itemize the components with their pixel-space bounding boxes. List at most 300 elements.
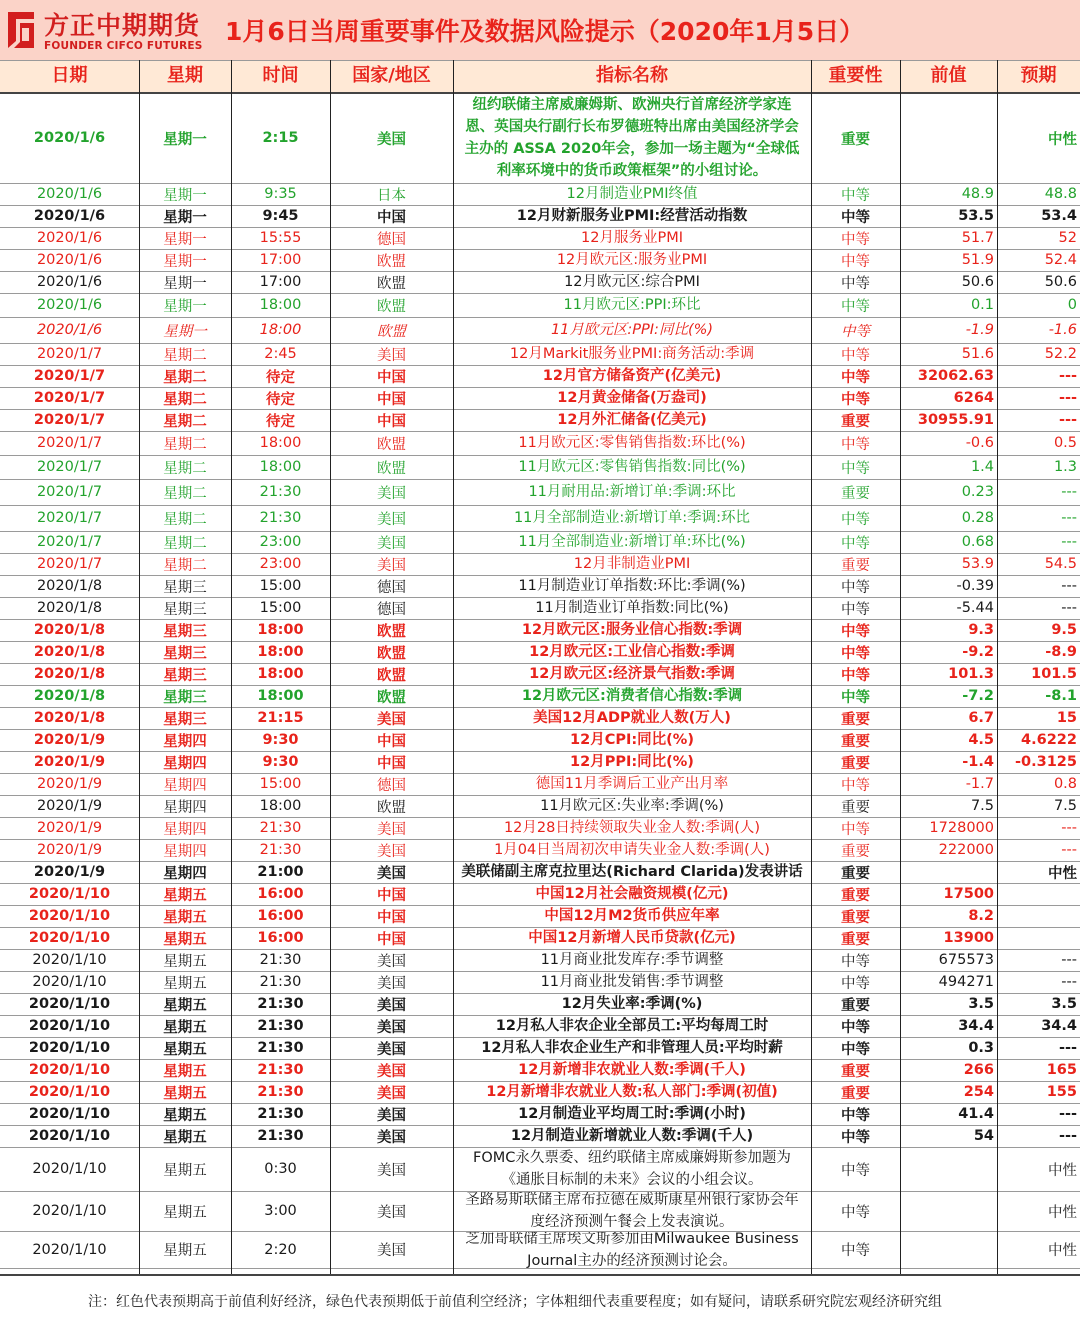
weekday-cell: 星期一 xyxy=(163,209,207,226)
indicator-cell: 12月黄金储备(万盎司) xyxy=(557,390,707,406)
date-cell: 2020/1/6 xyxy=(33,130,106,146)
table-row xyxy=(0,455,1080,479)
importance-cell: 中等 xyxy=(841,391,870,408)
table-row xyxy=(0,1081,1080,1103)
time-cell: 9:35 xyxy=(264,186,297,202)
date-cell: 2020/1/6 xyxy=(36,186,103,202)
time-cell: 15:00 xyxy=(259,776,302,792)
time-cell: 9:30 xyxy=(262,754,299,770)
column-divider xyxy=(811,60,812,1274)
region-cell: 美国 xyxy=(377,843,406,860)
region-cell: 欧盟 xyxy=(377,460,406,477)
weekday-cell: 星期一 xyxy=(163,253,207,270)
weekday-cell: 星期五 xyxy=(163,1129,207,1146)
table-row xyxy=(0,971,1080,993)
time-cell: 9:30 xyxy=(262,732,299,748)
title-banner xyxy=(0,0,1080,60)
indicator-cell: 12月制造业平均周工时:季调(小时) xyxy=(518,1106,746,1122)
date-cell: 2020/1/6 xyxy=(36,297,103,313)
table-row xyxy=(0,317,1080,343)
row-divider xyxy=(0,1147,1080,1148)
row-divider xyxy=(0,205,1080,206)
table-row xyxy=(0,409,1080,431)
indicator-cell: 11月商业批发销售:季节调整 xyxy=(540,974,724,990)
time-cell: 18:00 xyxy=(259,435,302,451)
row-divider xyxy=(0,553,1080,554)
importance-cell: 中等 xyxy=(841,1107,870,1124)
table-row xyxy=(0,343,1080,365)
weekday-cell: 星期五 xyxy=(163,1107,207,1124)
row-divider xyxy=(0,1081,1080,1082)
weekday-cell: 星期五 xyxy=(163,975,207,992)
importance-cell: 重要 xyxy=(841,909,870,926)
forecast-cell: 52 xyxy=(1058,230,1077,246)
weekday-cell: 星期五 xyxy=(163,1063,207,1080)
date-cell: 2020/1/10 xyxy=(28,908,111,924)
table-row xyxy=(0,271,1080,293)
time-cell: 18:00 xyxy=(259,297,302,313)
row-divider xyxy=(0,663,1080,664)
forecast-cell: --- xyxy=(1061,510,1077,526)
table-row xyxy=(0,795,1080,817)
prev-value-cell: -5.44 xyxy=(956,600,994,616)
table-row xyxy=(0,685,1080,707)
region-cell: 美国 xyxy=(377,485,406,502)
forecast-cell: 4.6222 xyxy=(1021,732,1077,748)
date-cell: 2020/1/10 xyxy=(28,1018,111,1034)
prev-value-cell: -0.6 xyxy=(965,435,994,451)
time-cell: 21:30 xyxy=(257,1040,304,1056)
region-cell: 欧盟 xyxy=(377,667,406,684)
time-cell: 21:30 xyxy=(257,1084,304,1100)
prev-value-cell: 53.9 xyxy=(961,556,994,572)
time-cell: 15:55 xyxy=(259,230,302,246)
time-cell: 18:00 xyxy=(257,622,304,638)
table-row xyxy=(0,1231,1080,1268)
date-cell: 2020/1/7 xyxy=(33,412,106,428)
region-cell: 中国 xyxy=(377,755,406,772)
importance-cell: 重要 xyxy=(841,865,870,882)
importance-cell: 中等 xyxy=(841,535,870,552)
region-cell: 欧盟 xyxy=(377,799,406,816)
date-cell: 2020/1/9 xyxy=(33,732,106,748)
region-cell: 美国 xyxy=(377,1107,406,1124)
indicator-cell: 11月欧元区:零售销售指数:环比(%) xyxy=(518,435,746,451)
time-cell: 21:00 xyxy=(257,864,304,880)
region-cell: 中国 xyxy=(377,733,406,750)
prev-value-cell: 222000 xyxy=(938,842,994,858)
prev-value-cell: 4.5 xyxy=(968,732,994,748)
forecast-cell: --- xyxy=(1061,974,1077,990)
time-cell: 21:30 xyxy=(259,484,302,500)
time-cell: 23:00 xyxy=(259,556,302,572)
date-cell: 2020/1/6 xyxy=(36,230,103,246)
weekday-cell: 星期三 xyxy=(163,667,207,684)
importance-cell: 重要 xyxy=(841,733,870,750)
region-cell: 欧盟 xyxy=(377,253,406,270)
importance-cell: 中等 xyxy=(841,253,870,270)
date-cell: 2020/1/9 xyxy=(36,820,103,836)
importance-cell: 重要 xyxy=(841,887,870,904)
forecast-cell: 0.5 xyxy=(1053,435,1077,451)
weekday-cell: 星期一 xyxy=(163,187,207,204)
region-cell: 美国 xyxy=(377,1041,406,1058)
prev-value-cell: 6264 xyxy=(953,390,994,406)
time-cell: 9:45 xyxy=(262,208,299,224)
indicator-cell: 12月28日持续领取失业金人数:季调(人) xyxy=(503,820,761,836)
importance-cell: 中等 xyxy=(841,460,870,477)
prev-value-cell: 0.68 xyxy=(961,534,994,550)
importance-cell: 中等 xyxy=(841,323,870,340)
indicator-cell: 12月服务业PMI xyxy=(581,230,683,246)
row-divider xyxy=(0,431,1080,432)
prev-value-cell xyxy=(900,1147,997,1191)
indicator-cell: 11月耐用品:新增订单:季调:环比 xyxy=(528,484,736,500)
weekday-cell: 星期三 xyxy=(163,645,207,662)
row-divider xyxy=(0,531,1080,532)
importance-cell: 中等 xyxy=(841,667,870,684)
table-row xyxy=(0,205,1080,227)
footnote xyxy=(0,1275,1080,1325)
forecast-cell: 中性 xyxy=(1048,865,1077,882)
weekday-cell: 星期三 xyxy=(163,689,207,706)
region-cell: 中国 xyxy=(377,369,406,386)
row-divider xyxy=(0,387,1080,388)
indicator-cell: 12月欧元区:服务业PMI xyxy=(556,252,708,268)
forecast-cell: --- xyxy=(1061,484,1077,500)
indicator-cell: 1月04日当周初次申请失业金人数:季调(人) xyxy=(494,842,770,858)
table-row xyxy=(0,1125,1080,1147)
importance-cell: 重要 xyxy=(841,931,870,948)
weekday-cell: 星期二 xyxy=(163,557,207,574)
date-cell: 2020/1/10 xyxy=(32,1203,107,1219)
time-cell: 待定 xyxy=(266,391,295,408)
indicator-cell: 12月新增非农就业人数:季调(千人) xyxy=(518,1062,746,1078)
table-row xyxy=(0,751,1080,773)
indicator-cell: 美联储副主席克拉里达(Richard Clarida)发表讲话 xyxy=(461,864,803,880)
prev-value-cell: 1.4 xyxy=(970,459,994,475)
row-divider xyxy=(0,271,1080,272)
forecast-cell: --- xyxy=(1061,534,1077,550)
indicator-cell: 中国12月新增人民币贷款(亿元) xyxy=(528,930,736,946)
indicator-cell: 11月制造业订单指数:环比:季调(%) xyxy=(518,578,746,594)
importance-cell: 中等 xyxy=(841,275,870,292)
importance-cell: 中等 xyxy=(841,821,870,838)
column-divider xyxy=(139,60,140,1274)
region-cell: 欧盟 xyxy=(377,275,406,292)
importance-cell: 中等 xyxy=(841,601,870,618)
time-cell: 2:15 xyxy=(262,130,299,146)
row-divider xyxy=(0,905,1080,906)
date-cell: 2020/1/8 xyxy=(36,600,103,616)
table-row xyxy=(0,663,1080,685)
date-cell: 2020/1/6 xyxy=(36,252,103,268)
table-row xyxy=(0,619,1080,641)
weekday-cell: 星期二 xyxy=(163,436,207,453)
indicator-cell: 芝加哥联储主席埃文斯参加由Milwaukee Business Journal主办的经济预测讨论会。 xyxy=(465,1231,799,1268)
prev-value-cell: 266 xyxy=(963,1062,994,1078)
row-divider xyxy=(0,971,1080,972)
time-cell: 21:30 xyxy=(257,1106,304,1122)
prev-value-cell xyxy=(900,93,997,183)
weekday-cell: 星期二 xyxy=(163,460,207,477)
importance-cell: 中等 xyxy=(841,777,870,794)
weekday-cell: 星期二 xyxy=(163,511,207,528)
importance-cell: 重要 xyxy=(841,997,870,1014)
row-divider xyxy=(0,1103,1080,1104)
date-cell: 2020/1/6 xyxy=(33,208,106,224)
time-cell: 2:20 xyxy=(264,1241,297,1258)
row-divider xyxy=(0,1125,1080,1126)
row-divider xyxy=(0,343,1080,344)
prev-value-cell: 0.28 xyxy=(961,510,994,526)
prev-value-cell: 34.4 xyxy=(958,1018,994,1034)
table-row xyxy=(0,707,1080,729)
weekday-cell: 星期四 xyxy=(163,799,207,816)
forecast-cell: 34.4 xyxy=(1041,1018,1077,1034)
date-cell: 2020/1/7 xyxy=(36,484,103,500)
region-cell: 美国 xyxy=(377,821,406,838)
column-header-forecast: 预期 xyxy=(1020,65,1057,86)
prev-value-cell: 7.5 xyxy=(970,798,994,814)
region-cell: 中国 xyxy=(377,391,406,408)
column-header-indicator: 指标名称 xyxy=(596,65,668,86)
importance-cell: 中等 xyxy=(841,1129,870,1146)
weekday-cell: 星期二 xyxy=(163,485,207,502)
weekday-cell: 星期一 xyxy=(163,131,207,148)
importance-cell: 重要 xyxy=(841,557,870,574)
weekday-cell: 星期一 xyxy=(163,298,207,315)
forecast-cell: 3.5 xyxy=(1051,996,1077,1012)
date-cell: 2020/1/10 xyxy=(28,996,111,1012)
column-header-date: 日期 xyxy=(51,65,88,86)
table-row xyxy=(0,479,1080,505)
region-cell: 德国 xyxy=(377,579,406,596)
time-cell: 15:00 xyxy=(259,578,302,594)
region-cell: 美国 xyxy=(377,975,406,992)
table-row xyxy=(0,949,1080,971)
table-row xyxy=(0,839,1080,861)
importance-cell: 中等 xyxy=(841,689,870,706)
date-cell: 2020/1/8 xyxy=(33,644,106,660)
indicator-cell: 11月制造业订单指数:同比(%) xyxy=(535,600,729,616)
indicator-cell: 12月Markit服务业PMI:商务活动:季调 xyxy=(509,346,755,362)
footnote-text: 注：红色代表预期高于前值利好经济，绿色代表预期低于前值利空经济；字体粗细代表重要程度；如有疑问，请联系研究院宏观经济研究组 xyxy=(88,1294,942,1310)
forecast-cell xyxy=(997,883,1080,905)
row-divider xyxy=(0,479,1080,480)
forecast-cell xyxy=(997,905,1080,927)
time-cell: 18:00 xyxy=(259,459,302,475)
importance-cell: 重要 xyxy=(841,485,870,502)
indicator-cell: 12月制造业PMI终值 xyxy=(566,186,698,202)
time-cell: 18:00 xyxy=(257,644,304,660)
forecast-cell: 0.8 xyxy=(1053,776,1077,792)
prev-value-cell: 51.6 xyxy=(961,346,994,362)
indicator-cell: 12月私人非农企业全部员工:平均每周工时 xyxy=(495,1018,769,1034)
table-row xyxy=(0,1037,1080,1059)
time-cell: 15:00 xyxy=(259,600,302,616)
indicator-cell: 12月非制造业PMI xyxy=(573,556,691,572)
prev-value-cell: 0.1 xyxy=(970,297,994,313)
importance-cell: 中等 xyxy=(841,579,870,596)
date-cell: 2020/1/10 xyxy=(28,1040,111,1056)
weekday-cell: 星期五 xyxy=(163,1019,207,1036)
date-cell: 2020/1/9 xyxy=(36,776,103,792)
forecast-cell: 48.8 xyxy=(1044,186,1077,202)
importance-cell: 重要 xyxy=(841,711,870,728)
date-cell: 2020/1/9 xyxy=(33,864,106,880)
table-row xyxy=(0,1147,1080,1191)
region-cell: 中国 xyxy=(377,931,406,948)
indicator-cell: 12月欧元区:服务业信心指数:季调 xyxy=(521,622,743,638)
indicator-cell: 12月欧元区:综合PMI xyxy=(564,274,700,290)
weekday-cell: 星期二 xyxy=(163,369,207,386)
table-row xyxy=(0,227,1080,249)
time-cell: 16:00 xyxy=(257,930,304,946)
weekday-cell: 星期三 xyxy=(163,711,207,728)
table-row xyxy=(0,1015,1080,1037)
column-divider xyxy=(997,60,998,1274)
weekday-cell: 星期五 xyxy=(163,1204,207,1221)
forecast-cell: 中性 xyxy=(1048,1243,1077,1259)
weekday-cell: 星期一 xyxy=(163,231,207,248)
forecast-cell: 1.3 xyxy=(1053,459,1077,475)
weekday-cell: 星期三 xyxy=(163,623,207,640)
date-cell: 2020/1/10 xyxy=(28,930,111,946)
region-cell: 德国 xyxy=(377,777,406,794)
column-header-weekday: 星期 xyxy=(167,65,203,86)
forecast-cell xyxy=(997,927,1080,949)
row-divider xyxy=(0,249,1080,250)
table-row xyxy=(0,817,1080,839)
region-cell: 美国 xyxy=(377,865,406,882)
forecast-cell: --- xyxy=(1058,390,1077,406)
date-cell: 2020/1/6 xyxy=(36,322,103,338)
prev-value-cell: 51.7 xyxy=(961,230,994,246)
indicator-cell: 12月PPI:同比(%) xyxy=(570,754,694,770)
prev-value-cell: 254 xyxy=(963,1084,994,1100)
prev-value-cell: 1728000 xyxy=(929,820,994,836)
row-divider xyxy=(0,751,1080,752)
table-row xyxy=(0,883,1080,905)
date-cell: 2020/1/8 xyxy=(33,710,106,726)
time-cell: 21:30 xyxy=(257,1062,304,1078)
weekday-cell: 星期四 xyxy=(163,777,207,794)
indicator-cell: 11月欧元区:PPI:环比 xyxy=(563,297,701,313)
table-row xyxy=(0,905,1080,927)
region-cell: 美国 xyxy=(377,1129,406,1146)
indicator-cell: 12月欧元区:工业信心指数:季调 xyxy=(529,644,735,660)
table-row xyxy=(0,505,1080,531)
indicator-cell: 纽约联储主席威廉姆斯、欧洲央行首席经济学家连恩、英国央行副行长布罗德班特出席由美国经济学会主办的 ASSA 2020年会，参加一场主题为“全球低利率环境中的货币政策框架”的小组讨论。 xyxy=(464,97,800,179)
date-cell: 2020/1/9 xyxy=(33,754,106,770)
time-cell: 18:00 xyxy=(257,666,304,682)
row-divider xyxy=(0,1015,1080,1016)
time-cell: 23:00 xyxy=(259,534,302,550)
indicator-cell: 美国12月ADP就业人数(万人) xyxy=(533,710,731,726)
table-row xyxy=(0,431,1080,455)
indicator-cell: 12月外汇储备(亿美元) xyxy=(557,412,707,428)
region-cell: 美国 xyxy=(377,1243,406,1259)
prev-value-cell xyxy=(900,861,997,883)
weekday-cell: 星期三 xyxy=(163,601,207,618)
date-cell: 2020/1/10 xyxy=(28,1084,111,1100)
importance-cell: 中等 xyxy=(841,298,870,315)
logo-text-cn: 方正中期期货 xyxy=(44,11,201,40)
region-cell: 美国 xyxy=(377,1019,406,1036)
column-header-importance: 重要性 xyxy=(828,65,883,86)
indicator-cell: 12月欧元区:消费者信心指数:季调 xyxy=(521,688,743,704)
date-cell: 2020/1/10 xyxy=(32,974,107,990)
date-cell: 2020/1/10 xyxy=(28,1062,111,1078)
region-cell: 美国 xyxy=(377,1063,406,1080)
weekday-cell: 星期二 xyxy=(163,535,207,552)
row-divider xyxy=(0,183,1080,184)
row-divider xyxy=(0,861,1080,862)
row-divider xyxy=(0,575,1080,576)
date-cell: 2020/1/6 xyxy=(36,274,103,290)
region-cell: 美国 xyxy=(377,557,406,574)
time-cell: 21:30 xyxy=(257,1018,304,1034)
row-divider xyxy=(0,927,1080,928)
table-row xyxy=(0,1103,1080,1125)
indicator-cell: 中国12月社会融资规模(亿元) xyxy=(535,886,729,902)
row-divider xyxy=(0,365,1080,366)
prev-value-cell: 17500 xyxy=(943,886,994,902)
prev-value-cell: -7.2 xyxy=(962,688,994,704)
table-row xyxy=(0,597,1080,619)
importance-cell: 中等 xyxy=(841,1162,870,1179)
row-divider xyxy=(0,883,1080,884)
time-cell: 17:00 xyxy=(259,252,302,268)
prev-value-cell: 32062.63 xyxy=(917,368,994,384)
region-cell: 美国 xyxy=(377,711,406,728)
region-cell: 中国 xyxy=(377,209,406,226)
forecast-cell: 中性 xyxy=(1048,1204,1077,1221)
header-divider xyxy=(0,60,1080,61)
table-row xyxy=(0,553,1080,575)
indicator-cell: 12月官方储备资产(亿美元) xyxy=(542,368,722,384)
row-divider xyxy=(0,1231,1080,1232)
region-cell: 美国 xyxy=(377,1085,406,1102)
time-cell: 待定 xyxy=(266,413,295,430)
forecast-cell: 54.5 xyxy=(1044,556,1077,572)
row-divider xyxy=(0,597,1080,598)
date-cell: 2020/1/8 xyxy=(36,578,103,594)
row-divider xyxy=(0,641,1080,642)
region-cell: 欧盟 xyxy=(377,323,406,340)
importance-cell: 重要 xyxy=(841,843,870,860)
column-divider xyxy=(330,60,331,1274)
logo-text-en: FOUNDER CIFCO FUTURES xyxy=(44,40,203,52)
column-divider xyxy=(453,60,454,1274)
time-cell: 21:15 xyxy=(257,710,304,726)
forecast-cell: 15 xyxy=(1056,710,1077,726)
prev-value-cell: 48.9 xyxy=(961,186,994,202)
forecast-cell: 101.5 xyxy=(1031,666,1077,682)
table-row xyxy=(0,387,1080,409)
time-cell: 2:45 xyxy=(264,346,297,362)
weekday-cell: 星期五 xyxy=(163,1085,207,1102)
column-divider xyxy=(900,60,901,1274)
prev-value-cell: 41.4 xyxy=(958,1106,994,1122)
date-cell: 2020/1/10 xyxy=(32,1241,107,1258)
row-divider xyxy=(0,707,1080,708)
date-cell: 2020/1/7 xyxy=(36,435,103,451)
importance-cell: 中等 xyxy=(841,975,870,992)
weekday-cell: 星期二 xyxy=(163,391,207,408)
date-cell: 2020/1/7 xyxy=(36,556,103,572)
